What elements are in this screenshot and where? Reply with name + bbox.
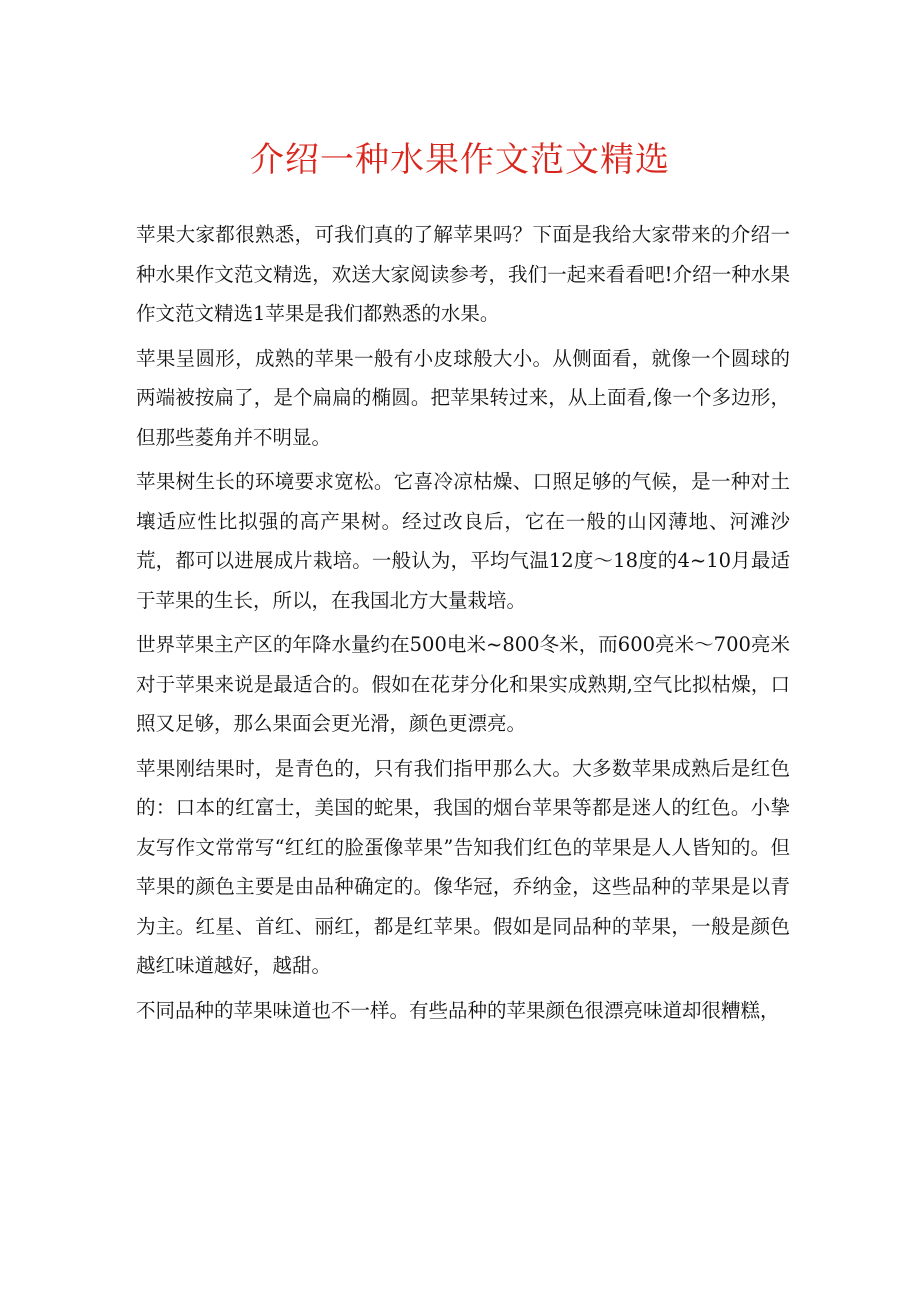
paragraph-4: 世界苹果主产区的年降水量约在500电米~800冬米，而600亮米～700亮米对于苹果来说是最适合的。假如在花芽分化和果实成熟期,空气比拟枯燥，口照又足够，那么果面会更光滑，颜色更漂亮。 [136,633,790,735]
paragraph-3: 苹果树生长的环境要求宽松。它喜冷凉枯燥、口照足够的气候，是一种对土壤适应性比拟强的高产果树。经过改良后，它在一般的山冈薄地、河滩沙荒，都可以进展成片栽培。一般认为，平均气温12度～18度的4~10月最适于苹果的生长，所以，在我国北方大量栽培。 [136,470,790,612]
paragraph-6: 不同品种的苹果味道也不一样。有些品种的苹果颜色很漂亮味道却很糟糕， [136,998,780,1022]
paragraph-2: 苹果呈圆形，成熟的苹果一般有小皮球般大小。从侧面看，就像一个圆球的两端被按扁了，是个扁扁的椭圆。把苹果转过来，从上面看,像一个多边形，但那些菱角并不明显。 [136,346,790,449]
paragraph-5: 苹果刚结果时，是青色的，只有我们指甲那么大。大多数苹果成熟后是红色的：口本的红富士，美国的蛇果，我国的烟台苹果等都是迷人的红色。小挚友写作文常常写“红红的脸蛋像苹果”告知我们红色的苹果是人人皆知的。但苹果的颜色主要是由品种确定的。像华冠，乔纳金，这些品种的苹果是以青为主。红星、首红、丽红，都是红苹果。假如是同品种的苹果，一般是颜色越红味道越好，越甜。 [136,756,790,977]
page-title: 介绍一种水果作文范文精选 [250,140,670,180]
paragraph-1: 苹果大家都很熟悉，可我们真的了解苹果吗？下面是我给大家带来的介绍一种水果作文范文精选，欢送大家阅读参考，我们一起来看看吧!介绍一种水果作文范文精选1苹果是我们都熟悉的水果。 [136,223,790,325]
article-body [136,215,790,1035]
